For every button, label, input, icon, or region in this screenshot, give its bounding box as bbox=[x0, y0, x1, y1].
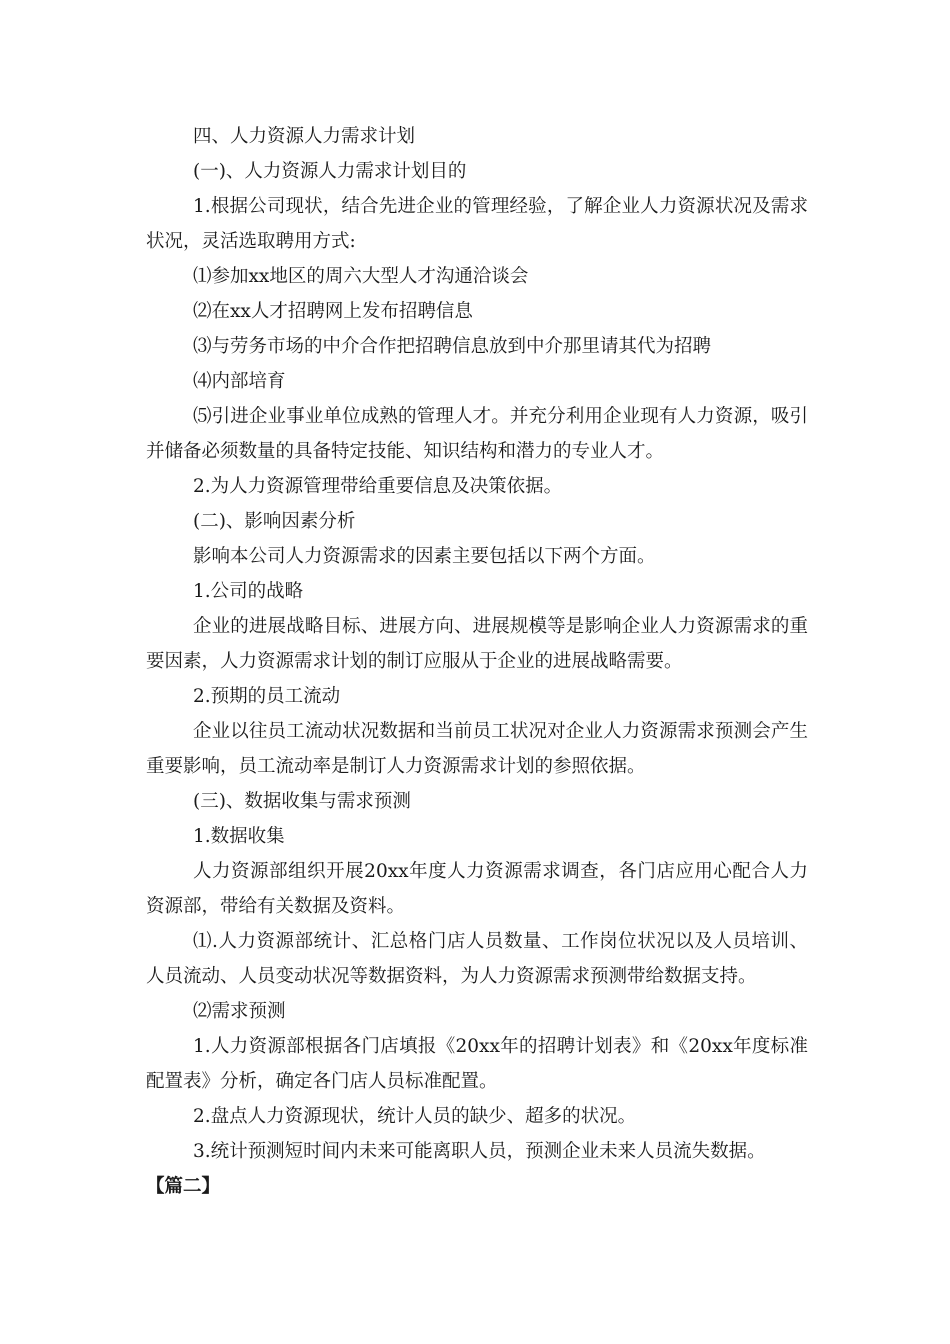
paragraph: 人力资源部组织开展20xx年度人力资源需求调查，各门店应用心配合人力资源部，带给有关数据及资料。 bbox=[146, 861, 808, 917]
paragraph: 2.预期的员工流动 bbox=[193, 686, 341, 707]
section-mark: 【篇二】 bbox=[146, 1176, 221, 1197]
list-item: ⑵需求预测 bbox=[193, 1001, 286, 1022]
list-item: ⑷内部培育 bbox=[193, 371, 286, 392]
paragraph: 1.数据收集 bbox=[193, 826, 285, 847]
list-item: ⑶与劳务市场的中介合作把招聘信息放到中介那里请其代为招聘 bbox=[193, 336, 712, 357]
paragraph: 1.公司的战略 bbox=[193, 581, 304, 602]
list-item: ⑵在xx人才招聘网上发布招聘信息 bbox=[193, 301, 473, 322]
paragraph: 企业以往员工流动状况数据和当前员工状况对企业人力资源需求预测会产生重要影响，员工流动率是制订人力资源需求计划的参照依据。 bbox=[146, 721, 808, 777]
document-body bbox=[146, 119, 808, 1204]
paragraph: 3.统计预测短时间内未来可能离职人员，预测企业未来人员流失数据。 bbox=[193, 1141, 766, 1162]
paragraph: 2.盘点人力资源现状，统计人员的缺少、超多的状况。 bbox=[193, 1106, 637, 1127]
paragraph: 2.为人力资源管理带给重要信息及决策依据。 bbox=[193, 476, 563, 497]
paragraph: 1.人力资源部根据各门店填报《20xx年的招聘计划表》和《20xx年度标准配置表》分析，确定各门店人员标准配置。 bbox=[146, 1036, 808, 1092]
subheading-data-collection: (三)、数据收集与需求预测 bbox=[193, 791, 411, 812]
paragraph: 影响本公司人力资源需求的因素主要包括以下两个方面。 bbox=[193, 546, 656, 567]
subheading-factors: (二)、影响因素分析 bbox=[193, 511, 356, 532]
heading-section-4: 四、人力资源人力需求计划 bbox=[193, 126, 416, 147]
subheading-purpose: (一)、人力资源人力需求计划目的 bbox=[193, 161, 467, 182]
list-item: ⑸引进企业事业单位成熟的管理人才。并充分利用企业现有人力资源，吸引并储备必须数量的具备特定技能、知识结构和潜力的专业人才。 bbox=[146, 406, 808, 462]
list-item: ⑴.人力资源部统计、汇总格门店人员数量、工作岗位状况以及人员培训、人员流动、人员变动状况等数据资料，为人力资源需求预测带给数据支持。 bbox=[146, 931, 808, 987]
paragraph: 1.根据公司现状，结合先进企业的管理经验，了解企业人力资源状况及需求状况，灵活选取聘用方式: bbox=[146, 196, 808, 252]
list-item: ⑴参加xx地区的周六大型人才沟通洽谈会 bbox=[193, 266, 529, 287]
paragraph: 企业的进展战略目标、进展方向、进展规模等是影响企业人力资源需求的重要因素，人力资源需求计划的制订应服从于企业的进展战略需要。 bbox=[146, 616, 808, 672]
